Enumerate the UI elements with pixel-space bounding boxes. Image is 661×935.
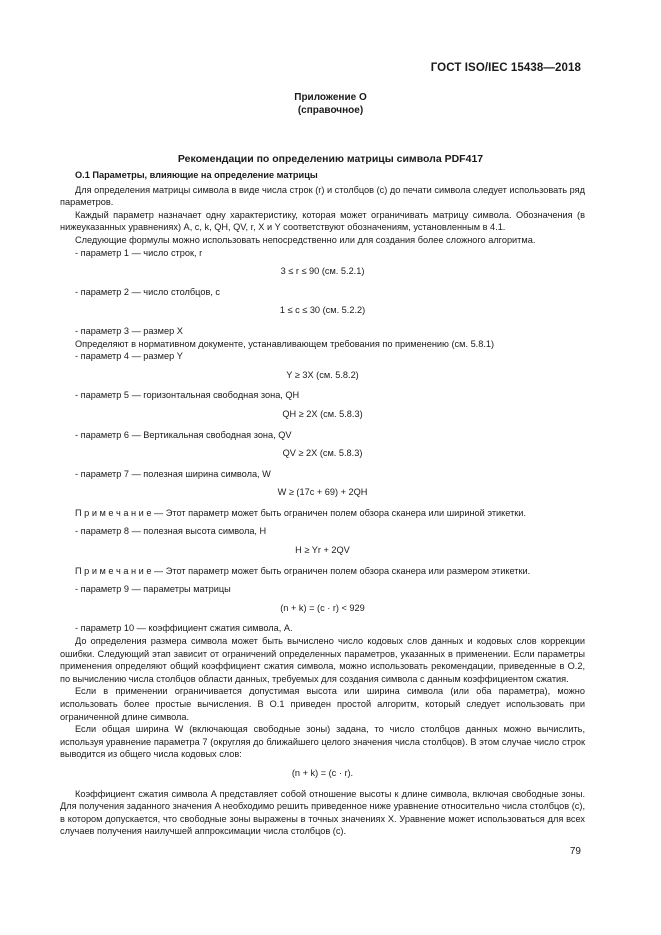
formula: QH ≥ 2X (см. 5.8.3) <box>282 408 363 419</box>
parameter-item: - параметр 10 — коэффициент сжатия символа, A. <box>75 623 293 634</box>
document-body <box>60 169 585 838</box>
formula: Y ≥ 3X (см. 5.8.2) <box>286 369 359 380</box>
paragraph: Если общая ширина W (включающая свободные зоны) задана, то число столбцов данных можно вычислить, используя уравнение параметра 7 (округляя до ближайшего целого значения числа столбцов). В этом случае число строк выводится из общего числа кодовых слов: <box>60 724 585 760</box>
parameter-item: - параметр 8 — полезная высота символа, H <box>75 526 267 537</box>
formula: (n + k) = (c · r) < 929 <box>280 602 365 613</box>
formula: H ≥ Yr + 2QV <box>295 545 350 556</box>
standard-designation: ГОСТ ISO/IEC 15438—2018 <box>430 62 581 74</box>
paragraph: Коэффициент сжатия символа A представляет собой отношение высоты к длине символа, включая свободные зоны. Для получения заданного значения A необходимо решить приведенное ниже уравнение относительно числа столбцов (c), в котором допускается, что свободные зоны выражены в точных значениях X. Уравнение может использоваться для всех случаев получения наилучшей аппроксимации числа столбцов (c). <box>60 788 585 837</box>
parameter-item: - параметр 9 — параметры матрицы <box>75 584 231 595</box>
note: П р и м е ч а н и е — Этот параметр может быть ограничен полем обзора сканера или размером этикетки. <box>75 565 531 576</box>
paragraph: Для определения матрицы символа в виде числа строк (r) и столбцов (c) до печати символа следует использовать ряд параметров. <box>60 184 585 208</box>
formula: (n + k) = (c · r). <box>291 767 354 778</box>
paragraph: До определения размера символа может быть вычислено число кодовых слов данных и кодовых слов коррекции ошибки. Следующий этап зависит от ограничений определенных параметров, указанных в применении. Если параметры применения определяют общий коэффициент сжатия символа, можно использовать рекомендации, приведенные в О.2, по вычислению числа столбцов области данных, требуемых для создания символа с данным коэффициентом сжатия. <box>60 636 585 684</box>
parameter-item: - параметр 1 — число строк, r <box>75 247 203 258</box>
annex-title: Приложение О <box>294 92 367 103</box>
parameter-item: - параметр 5 — горизонтальная свободная зона, QH <box>75 390 300 401</box>
formula: QV ≥ 2X (см. 5.8.3) <box>282 448 363 459</box>
parameter-item: - параметр 4 — размер Y <box>75 351 183 362</box>
formula: 1 ≤ c ≤ 30 (см. 5.2.2) <box>279 305 366 316</box>
parameter-item: - параметр 6 — Вертикальная свободная зона, QV <box>75 429 292 440</box>
parameter-item: - параметр 3 — размер X <box>75 325 183 336</box>
parameter-item: - параметр 2 — число столбцов, c <box>75 286 221 297</box>
paragraph: Следующие формулы можно использовать непосредственно или для создания более сложного алгоритма. <box>75 234 536 245</box>
annex-subtitle: (справочное) <box>297 105 364 116</box>
subsection-heading: О.1 Параметры, влияющие на определение матрицы <box>75 170 318 180</box>
formula: 3 ≤ r ≤ 90 (см. 5.2.1) <box>280 266 365 277</box>
parameter-item: - параметр 7 — полезная ширина символа, W <box>75 468 271 479</box>
section-title: Рекомендации по определению матрицы символа PDF417 <box>177 153 484 165</box>
paragraph: Определяют в нормативном документе, устанавливающем требования по применению (см. 5.8.1) <box>75 338 495 349</box>
note: П р и м е ч а н и е — Этот параметр может быть ограничен полем обзора сканера или шириной этикетки. <box>75 507 526 518</box>
page-number: 79 <box>569 846 581 857</box>
formula: W ≥ (17c + 69) + 2QH <box>277 487 368 498</box>
paragraph: Если в применении ограничивается допустимая высота или ширина символа (или оба параметра), можно использовать более простые вычисления. В О.1 приведен простой алгоритм, который следует использовать при ограниченной длине символа. <box>60 686 585 722</box>
paragraph: Каждый параметр назначает одну характеристику, которая может ограничивать матрицу символа. Обозначения (в нижеуказанных уравнениях) A, c, k, QH, QV, r, X и Y соответствуют обозначениям, установленным в 4.1. <box>60 209 585 233</box>
